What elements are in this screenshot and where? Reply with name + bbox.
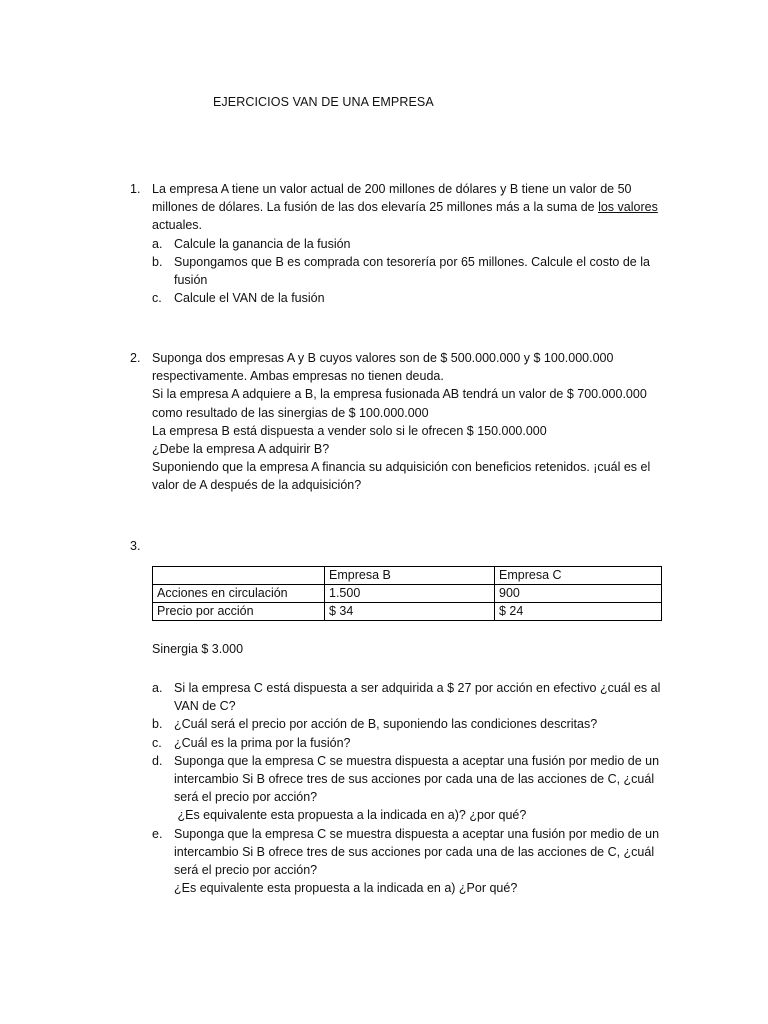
table-cell	[153, 567, 325, 585]
exercise-2-line: Si la empresa A adquiere a B, la empresa fusionada AB tendrá un valor de $ 700.000.000 como resultado de las sinergias de $ 100.000.000	[152, 387, 647, 420]
exercise-3-item-c	[152, 734, 672, 752]
exercise-1-item-c	[152, 289, 670, 307]
exercise-1	[130, 180, 670, 307]
item-text: ¿Es equivalente esta propuesta a la indicada en a)? ¿por qué?	[174, 808, 527, 823]
item-text: ¿Cuál será el precio por acción de B, suponiendo las condiciones descritas?	[174, 717, 598, 732]
exercise-3-item-b	[152, 715, 672, 733]
item-letter: e.	[152, 826, 163, 841]
table-cell: 900	[495, 585, 662, 603]
item-text: Supongamos que B es comprada con tesorería por 65 millones. Calcule el costo de la fusión	[174, 254, 650, 288]
table-cell: $ 34	[325, 603, 495, 621]
table-cell: Precio por acción	[153, 603, 325, 621]
item-letter: d.	[152, 753, 163, 768]
item-text: ¿Cuál es la prima por la fusión?	[174, 735, 351, 750]
table-cell: Empresa C	[495, 567, 662, 585]
statement-text-end: actuales.	[152, 218, 203, 233]
item-text: Calcule el VAN de la fusión	[174, 291, 325, 306]
item-text: Si la empresa C está dispuesta a ser adquirida a $ 27 por acción en efectivo ¿cuál es al VAN de C?	[174, 681, 661, 714]
item-text: Suponga que la empresa C se muestra dispuesta a aceptar una fusión por medio de un intercambio Si B ofrece tres de sus acciones por cada una de las acciones de C, ¿cuál será el precio por acción?	[174, 826, 660, 878]
exercise-number: 3.	[130, 539, 141, 553]
document-title: EJERCICIOS VAN DE UNA EMPRESA	[213, 95, 434, 109]
item-letter: c.	[152, 291, 162, 306]
exercise-number: 2.	[130, 351, 141, 365]
exercise-3-item-a	[152, 679, 672, 715]
item-letter: a.	[152, 236, 163, 251]
item-letter: b.	[152, 717, 163, 732]
statement-text: La empresa A tiene un valor actual de 200 millones de dólares y B tiene un valor de 50 millones de dólares. La fusión de las dos elevaría 25 millones más a la suma de	[152, 182, 632, 215]
table-header-row	[153, 567, 662, 585]
item-text: Suponga que la empresa C se muestra dispuesta a aceptar una fusión por medio de un intercambio Si B ofrece tres de sus acciones por cada una de las acciones de C, ¿cuál será el precio por acción?	[174, 753, 660, 805]
exercise-3-item-d	[152, 752, 672, 825]
exercise-2-line: La empresa B está dispuesta a vender solo si le ofrecen $ 150.000.000	[152, 423, 547, 438]
exercise-2-line: Suponiendo que la empresa A financia su adquisición con beneficios retenidos. ¡cuál es el valor de A después de la adquisición?	[152, 460, 651, 493]
companies-table	[152, 566, 662, 621]
exercise-number: 1.	[130, 182, 141, 196]
exercise-1-item-a	[152, 235, 670, 253]
exercise-2	[130, 349, 670, 495]
exercise-3-items	[152, 679, 672, 897]
exercise-1-statement	[152, 180, 670, 235]
item-text: ¿Es equivalente esta propuesta a la indicada en a) ¿Por qué?	[174, 881, 518, 896]
table-cell: Empresa B	[325, 567, 495, 585]
table-row	[153, 585, 662, 603]
item-text: Calcule la ganancia de la fusión	[174, 236, 351, 251]
underlined-text: los valores	[598, 200, 658, 215]
sinergia-value: Sinergia $ 3.000	[152, 642, 244, 656]
item-letter: a.	[152, 681, 163, 695]
item-letter: b.	[152, 254, 163, 269]
table-cell: Acciones en circulación	[153, 585, 325, 603]
exercise-2-line: ¿Debe la empresa A adquirir B?	[152, 442, 330, 457]
table-row	[153, 603, 662, 621]
exercise-3-item-e	[152, 825, 672, 898]
exercise-2-line: Suponga dos empresas A y B cuyos valores son de $ 500.000.000 y $ 100.000.000 respectivamente. Ambas empresas no tienen deuda.	[152, 351, 614, 384]
exercise-1-item-b	[152, 253, 670, 289]
item-letter: c.	[152, 735, 162, 750]
table-cell: 1.500	[325, 585, 495, 603]
table-cell: $ 24	[495, 603, 662, 621]
